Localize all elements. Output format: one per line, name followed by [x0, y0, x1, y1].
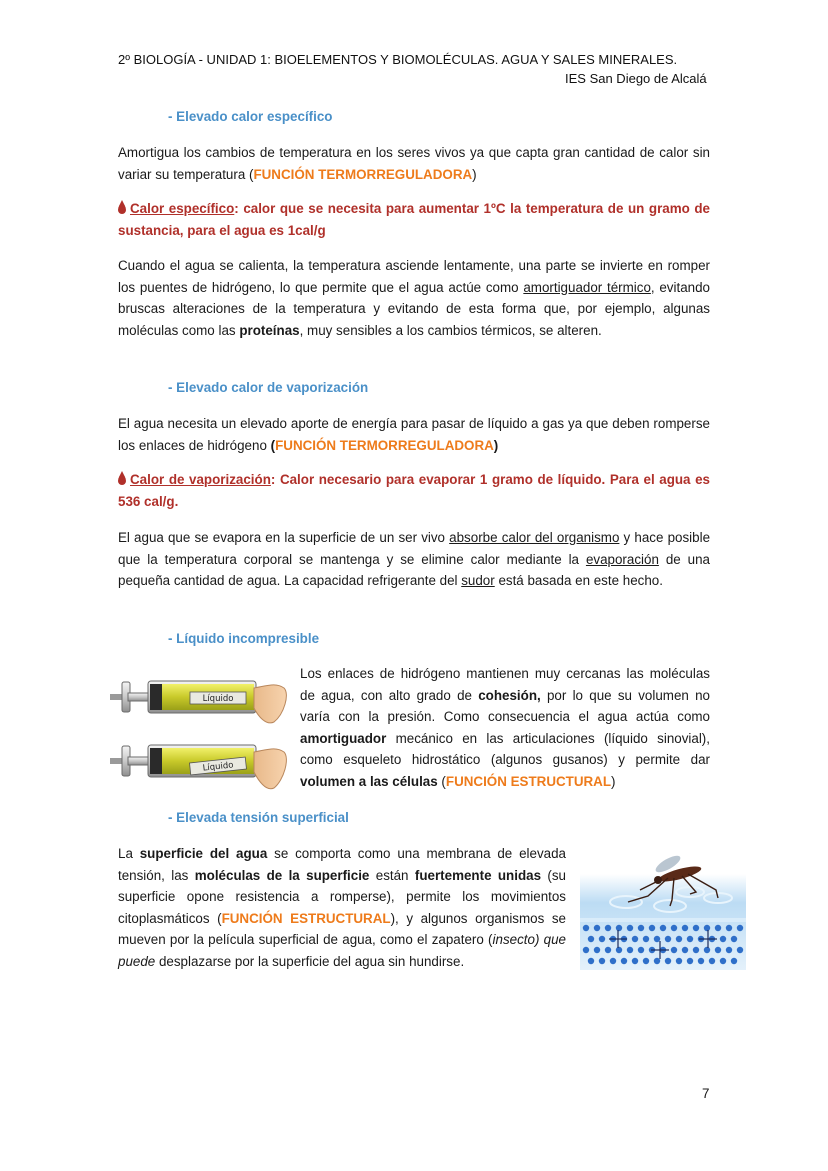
section-heading-specific-heat: - Elevado calor específico	[168, 109, 333, 124]
water-molecule-dot	[660, 925, 666, 931]
water-molecule-dot	[616, 947, 622, 953]
section-heading-incompressible: - Líquido incompresible	[168, 631, 320, 646]
header-school: IES San Diego de Alcalá	[565, 71, 707, 86]
water-molecule-dot	[588, 958, 594, 964]
water-molecule-dot	[643, 958, 649, 964]
drop-icon	[118, 475, 126, 485]
water-molecule-dot	[671, 925, 677, 931]
water-molecule-dot	[632, 936, 638, 942]
water-molecule-dot	[682, 947, 688, 953]
water-molecule-dot	[687, 958, 693, 964]
syringe-illustration	[106, 668, 292, 792]
header-title: 2º BIOLOGÍA - UNIDAD 1: BIOELEMENTOS Y BIOMOLÉCULAS. AGUA Y SALES MINERALES.	[118, 52, 678, 67]
function-label: FUNCIÓN TERMORREGULADORA	[253, 166, 473, 182]
function-label: FUNCIÓN TERMORREGULADORA	[275, 437, 494, 453]
definition-specific-heat: Calor específico: calor que se necesita para aumentar 1ºC la temperatura de un gramo de sustancia, para el agua es 1cal/g	[118, 201, 711, 238]
section-heading-vaporization-heat: - Elevado calor de vaporización	[168, 380, 369, 395]
water-molecule-dot	[616, 925, 622, 931]
syringe-bottom	[110, 745, 286, 789]
paragraph-vaporization: El agua necesita un elevado aporte de energía para pasar de líquido a gas ya que deben romperse los enlaces de hidrógeno (FUNCIÓN TERMORREGULADORA)	[118, 416, 710, 453]
water-molecule-dot	[665, 958, 671, 964]
water-molecule-dot	[737, 947, 743, 953]
syringe-top	[110, 681, 286, 723]
water-molecule-dot	[693, 925, 699, 931]
water-molecule-dot	[610, 958, 616, 964]
definition-term: Calor específico	[130, 201, 235, 216]
water-molecule-dot	[726, 947, 732, 953]
water-molecule-dot	[698, 958, 704, 964]
water-molecule-dot	[665, 936, 671, 942]
water-molecule-dot	[693, 947, 699, 953]
function-label: FUNCIÓN ESTRUCTURAL	[221, 910, 391, 926]
page-number: 7	[702, 1086, 710, 1101]
water-molecule-dot	[687, 936, 693, 942]
surface-tension-illustration	[578, 852, 748, 972]
water-molecule-dot	[583, 947, 589, 953]
water-molecule-dot	[605, 947, 611, 953]
water-molecule-dot	[671, 947, 677, 953]
water-molecule-dot	[649, 925, 655, 931]
water-molecule-dot	[676, 958, 682, 964]
water-molecule-dot	[627, 925, 633, 931]
water-molecule-dot	[676, 936, 682, 942]
water-molecule-dot	[638, 925, 644, 931]
water-molecule-dot	[709, 958, 715, 964]
paragraph-evaporation: El agua que se evapora en la superficie de un ser vivo absorbe calor del organismo y hace posible que la temperatura corporal se mantenga y se elimine calor mediante la evaporación de una pequeña cantidad de agua. La capacidad refrigerante del sudor está basada en este hecho.	[118, 530, 711, 588]
water-molecule-dot	[715, 925, 721, 931]
water-molecule-dot	[731, 958, 737, 964]
water-molecule-dot	[599, 936, 605, 942]
water-molecule-dot	[737, 925, 743, 931]
water-molecule-dot	[654, 936, 660, 942]
water-molecule-dot	[583, 925, 589, 931]
definition-vaporization: Calor de vaporización: Calor necesario para evaporar 1 gramo de líquido. Para el agua es 536 cal/g.	[118, 472, 710, 509]
paragraph-thermal-buffer: Cuando el agua se calienta, la temperatura asciende lentamente, una parte se invierte en romper los puentes de hidrógeno, lo que permite que el agua actúe como amortiguador térmico, evitando bruscas alteraciones de la temperatura y evitando de esta forma que, por ejemplo, algunas moléculas como las proteínas, muy sensibles a los cambios térmicos, se alteren.	[118, 258, 710, 338]
water-molecule-dot	[594, 947, 600, 953]
water-molecule-dot	[605, 925, 611, 931]
paragraph-surface-tension: La superficie del agua se comporta como una membrana de elevada tensión, las moléculas de la superficie están fuertemente unidas (su superficie opone resistencia a romperse), permite los movimientos citoplasmáticos (FUNCIÓN ESTRUCTURAL), y algunos organismos se mueven por la película superficial de agua, como el zapatero (insecto) que puede desplazarse por la superficie del agua sin hundirse.	[118, 846, 567, 969]
paragraph-incompressible: Los enlaces de hidrógeno mantienen muy cercanas las moléculas de agua, con alto grado de cohesión, por lo que su volumen no varía con la presión. Como consecuencia el agua actúa como amortiguador mecánico en las articulaciones (líquido sinovial), como esqueleto hidrostático (algunos gusanos) y permite dar volumen a las células (FUNCIÓN ESTRUCTURAL)	[300, 666, 710, 789]
water-molecule-dot	[632, 958, 638, 964]
water-molecule-dot	[720, 958, 726, 964]
syringe-label-bottom: Líquido	[202, 760, 234, 774]
function-label: FUNCIÓN ESTRUCTURAL	[445, 773, 612, 789]
definition-term: Calor de vaporización	[130, 472, 271, 487]
water-molecule-dot	[715, 947, 721, 953]
section-heading-surface-tension: - Elevada tensión superficial	[168, 810, 349, 825]
water-molecule-dot	[704, 947, 710, 953]
water-molecule-dot	[704, 925, 710, 931]
water-molecule-dot	[654, 958, 660, 964]
water-molecule-dot	[621, 958, 627, 964]
syringe-label-top: Líquido	[202, 694, 234, 704]
water-molecule-dot	[731, 936, 737, 942]
water-molecule-dot	[588, 936, 594, 942]
water-molecule-dot	[720, 936, 726, 942]
water-molecule-dot	[627, 947, 633, 953]
drop-icon	[118, 204, 126, 214]
water-molecule-dot	[726, 925, 732, 931]
water-molecule-dot	[682, 925, 688, 931]
water-molecule-dot	[643, 936, 649, 942]
water-molecule-dot	[594, 925, 600, 931]
water-molecule-dot	[638, 947, 644, 953]
water-molecule-dot	[599, 958, 605, 964]
paragraph-specific-heat: Amortigua los cambios de temperatura en los seres vivos ya que capta gran cantidad de calor sin variar su temperatura (FUNCIÓN TERMORREGULADORA)	[118, 145, 710, 182]
